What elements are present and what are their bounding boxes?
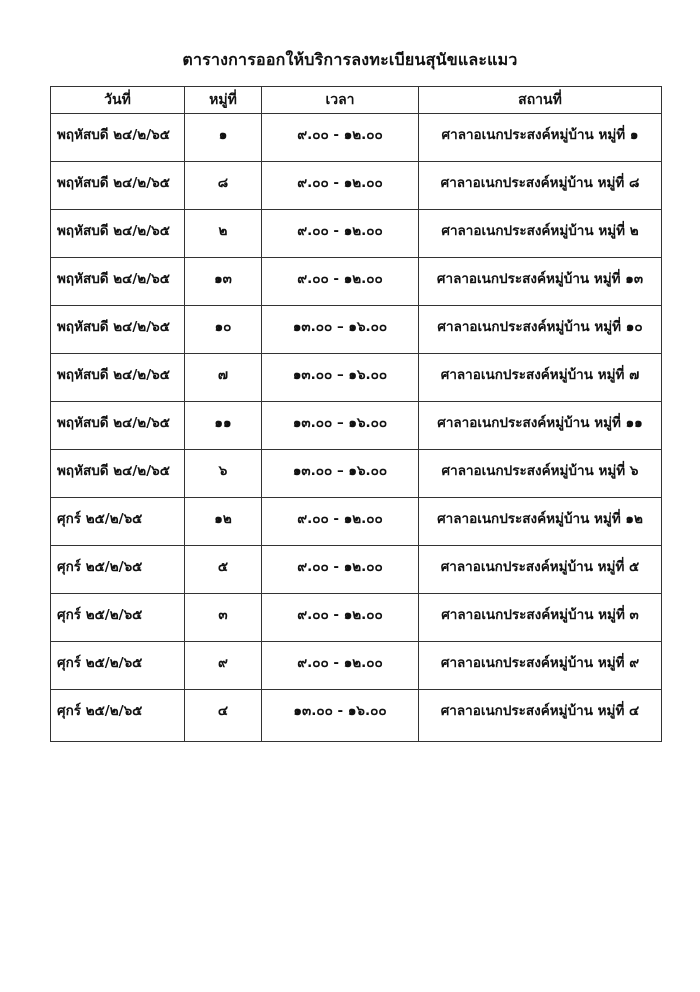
schedule-table [50, 86, 662, 742]
table-row [51, 690, 662, 742]
day-cell: พฤหัสบดี ๒๔/๒/๖๕ [51, 354, 185, 402]
day-cell: ศุกร์ ๒๕/๒/๖๕ [51, 690, 185, 742]
table-row [51, 114, 662, 162]
place-cell: ศาลาอเนกประสงค์หมู่บ้าน หมู่ที่ ๘ [419, 162, 662, 210]
day-cell: พฤหัสบดี ๒๔/๒/๖๕ [51, 258, 185, 306]
place-cell: ศาลาอเนกประสงค์หมู่บ้าน หมู่ที่ ๕ [419, 546, 662, 594]
table-row [51, 162, 662, 210]
page-title: ตารางการออกให้บริการลงทะเบียนสุนัขและแมว [182, 50, 518, 69]
day-cell: พฤหัสบดี ๒๔/๒/๖๕ [51, 306, 185, 354]
header-row [51, 87, 662, 114]
moo-cell: ๑๒ [185, 498, 262, 546]
time-cell: ๑๓.๐๐ – ๑๖.๐๐ [262, 306, 419, 354]
table-row [51, 402, 662, 450]
moo-cell: ๔ [185, 690, 262, 742]
place-cell: ศาลาอเนกประสงค์หมู่บ้าน หมู่ที่ ๔ [419, 690, 662, 742]
header-day: วันที่ [51, 87, 185, 114]
moo-cell: ๓ [185, 594, 262, 642]
place-cell: ศาลาอเนกประสงค์หมู่บ้าน หมู่ที่ ๑๑ [419, 402, 662, 450]
day-cell: ศุกร์ ๒๕/๒/๖๕ [51, 498, 185, 546]
time-cell: ๙.๐๐ - ๑๒.๐๐ [262, 162, 419, 210]
time-cell: ๙.๐๐ - ๑๒.๐๐ [262, 642, 419, 690]
place-cell: ศาลาอเนกประสงค์หมู่บ้าน หมู่ที่ ๓ [419, 594, 662, 642]
place-cell: ศาลาอเนกประสงค์หมู่บ้าน หมู่ที่ ๑ [419, 114, 662, 162]
moo-cell: ๑๐ [185, 306, 262, 354]
table-row [51, 594, 662, 642]
moo-cell: ๖ [185, 450, 262, 498]
table-row [51, 546, 662, 594]
day-cell: พฤหัสบดี ๒๔/๒/๖๕ [51, 162, 185, 210]
place-cell: ศาลาอเนกประสงค์หมู่บ้าน หมู่ที่ ๑๓ [419, 258, 662, 306]
moo-cell: ๑ [185, 114, 262, 162]
table-row [51, 498, 662, 546]
time-cell: ๙.๐๐ - ๑๒.๐๐ [262, 594, 419, 642]
time-cell: ๑๓.๐๐ – ๑๖.๐๐ [262, 402, 419, 450]
time-cell: ๙.๐๐ - ๑๒.๐๐ [262, 546, 419, 594]
day-cell: ศุกร์ ๒๕/๒/๖๕ [51, 642, 185, 690]
time-cell: ๑๓.๐๐ – ๑๖.๐๐ [262, 354, 419, 402]
day-cell: พฤหัสบดี ๒๔/๒/๖๕ [51, 210, 185, 258]
day-cell: ศุกร์ ๒๕/๒/๖๕ [51, 594, 185, 642]
moo-cell: ๘ [185, 162, 262, 210]
place-cell: ศาลาอเนกประสงค์หมู่บ้าน หมู่ที่ ๑๒ [419, 498, 662, 546]
day-cell: พฤหัสบดี ๒๔/๒/๖๕ [51, 114, 185, 162]
place-cell: ศาลาอเนกประสงค์หมู่บ้าน หมู่ที่ ๖ [419, 450, 662, 498]
day-cell: พฤหัสบดี ๒๔/๒/๖๕ [51, 450, 185, 498]
table-row [51, 450, 662, 498]
table-row [51, 258, 662, 306]
time-cell: ๙.๐๐ - ๑๒.๐๐ [262, 258, 419, 306]
time-cell: ๙.๐๐ - ๑๒.๐๐ [262, 114, 419, 162]
moo-cell: ๑๓ [185, 258, 262, 306]
time-cell: ๑๓.๐๐ - ๑๖.๐๐ [262, 690, 419, 742]
moo-cell: ๕ [185, 546, 262, 594]
place-cell: ศาลาอเนกประสงค์หมู่บ้าน หมู่ที่ ๙ [419, 642, 662, 690]
time-cell: ๑๓.๐๐ – ๑๖.๐๐ [262, 450, 419, 498]
moo-cell: ๙ [185, 642, 262, 690]
time-cell: ๙.๐๐ - ๑๒.๐๐ [262, 498, 419, 546]
day-cell: พฤหัสบดี ๒๔/๒/๖๕ [51, 402, 185, 450]
time-cell: ๙.๐๐ - ๑๒.๐๐ [262, 210, 419, 258]
place-cell: ศาลาอเนกประสงค์หมู่บ้าน หมู่ที่ ๑๐ [419, 306, 662, 354]
header-time: เวลา [262, 87, 419, 114]
moo-cell: ๒ [185, 210, 262, 258]
header-moo: หมู่ที่ [185, 87, 262, 114]
day-cell: ศุกร์ ๒๕/๒/๖๕ [51, 546, 185, 594]
table-row [51, 306, 662, 354]
moo-cell: ๑๑ [185, 402, 262, 450]
header-place: สถานที่ [419, 87, 662, 114]
table-row [51, 210, 662, 258]
table-row [51, 354, 662, 402]
place-cell: ศาลาอเนกประสงค์หมู่บ้าน หมู่ที่ ๗ [419, 354, 662, 402]
moo-cell: ๗ [185, 354, 262, 402]
table-row [51, 642, 662, 690]
place-cell: ศาลาอเนกประสงค์หมู่บ้าน หมู่ที่ ๒ [419, 210, 662, 258]
